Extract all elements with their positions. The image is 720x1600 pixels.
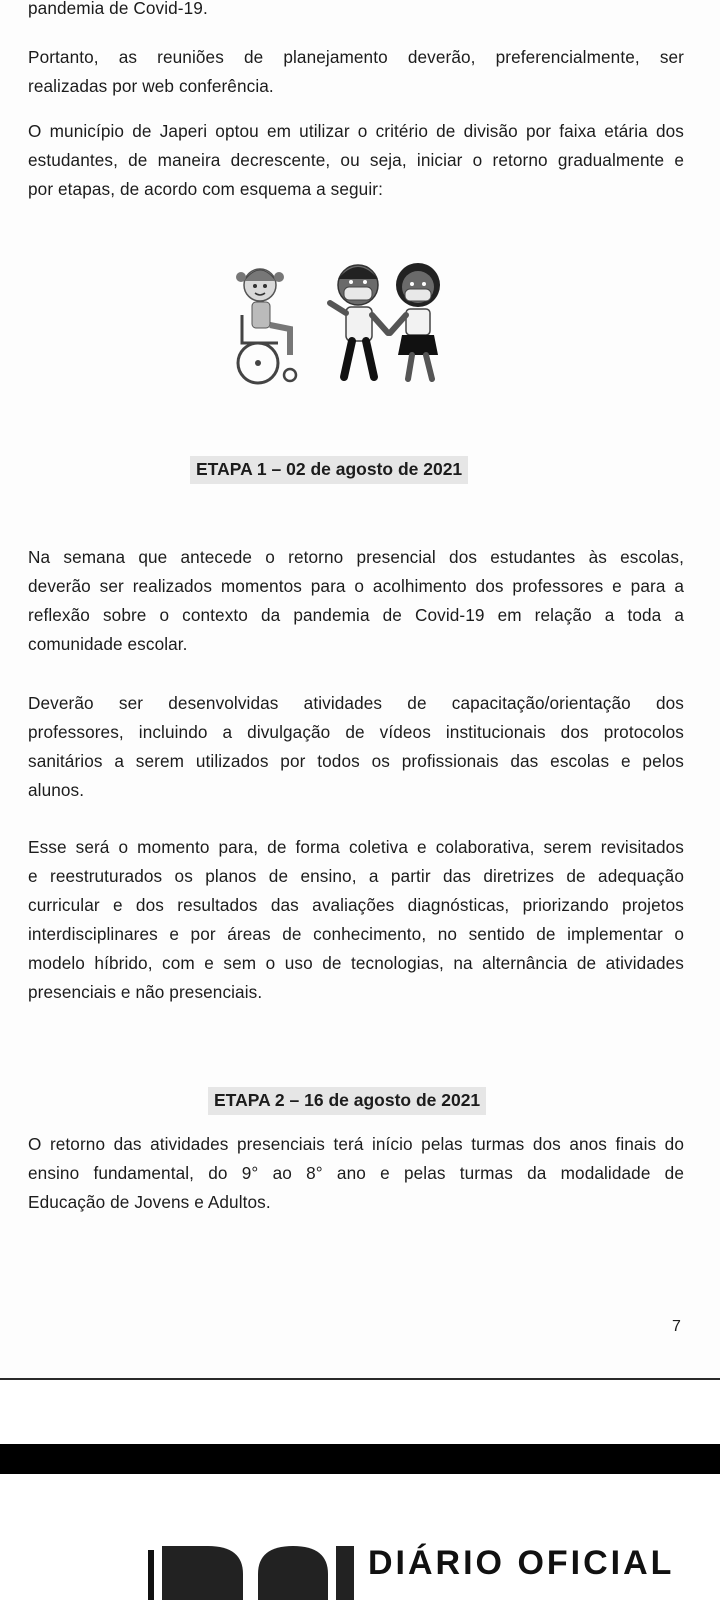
text-line: e reestruturados os planos de ensino, a partir das diretrizes de adequação [28,866,684,886]
text-line: presenciais e não presenciais. [28,982,263,1002]
footer-brand: DIÁRIO OFICIAL [368,1544,675,1582]
doj-logo-icon [148,1540,358,1600]
text-line: curricular e dos resultados das avaliações diagnósticas, priorizando projetos [28,895,684,915]
text-line: professores, incluindo a divulgação de vídeos institucionais dos protocolos [28,722,684,742]
meetings-paragraph [28,43,684,101]
text-line: deverão ser realizados momentos para o acolhimento dos professores e para a [28,576,684,596]
stage1-heading: ETAPA 1 – 02 de agosto de 2021 [190,456,468,484]
masked-girl-icon [390,263,440,379]
text-line: O município de Japeri optou em utilizar o critério de divisão por faixa etária dos [28,121,684,141]
text-line: O retorno das atividades presenciais terá início pelas turmas dos anos finais do [28,1134,684,1154]
text-line: Portanto, as reuniões de planejamento deverão, preferencialmente, ser [28,47,684,67]
text-line: pandemia de Covid-19. [28,0,208,18]
header-bar [0,1444,720,1474]
stage2-heading: ETAPA 2 – 16 de agosto de 2021 [208,1087,486,1115]
text-line: ensino fundamental, do 9° ao 8° ano e pelas turmas da modalidade de [28,1163,684,1183]
text-line: comunidade escolar. [28,634,188,654]
text-line: realizadas por web conferência. [28,76,274,96]
stage2-paragraph-1 [28,1130,684,1217]
text-line: Esse será o momento para, de forma coletiva e colaborativa, serem revisitados [28,837,684,857]
text-line: sanitários a serem utilizados por todos os profissionais das escolas e pelos [28,751,684,771]
text-line: Educação de Jovens e Adultos. [28,1192,271,1212]
child-wheelchair-icon [236,269,296,383]
text-line: alunos. [28,780,85,800]
stage1-paragraph-3 [28,833,684,1007]
children-illustration [228,255,458,395]
text-line: Deverão ser desenvolvidas atividades de capacitação/orientação dos [28,693,684,713]
page-number: 7 [672,1318,681,1335]
criterion-paragraph [28,117,684,204]
text-line: reflexão sobre o contexto da pandemia de Covid-19 em relação a toda a [28,605,684,625]
stage1-paragraph-2 [28,689,684,805]
page-divider [0,1378,720,1380]
text-line: por etapas, de acordo com esquema a seguir: [28,179,383,199]
text-line: interdisciplinares e por áreas de conhecimento, no sentido de implementar o [28,924,684,944]
text-line: Na semana que antecede o retorno presencial dos estudantes às escolas, [28,547,684,567]
footer-logo [148,1540,708,1582]
text-line: modelo híbrido, com e sem o uso de tecnologias, na alternância de atividades [28,953,684,973]
intro-paragraph [28,0,684,23]
text-line: estudantes, de maneira decrescente, ou seja, iniciar o retorno gradualmente e [28,150,684,170]
masked-boy-icon [330,265,388,377]
stage1-paragraph-1 [28,543,684,659]
